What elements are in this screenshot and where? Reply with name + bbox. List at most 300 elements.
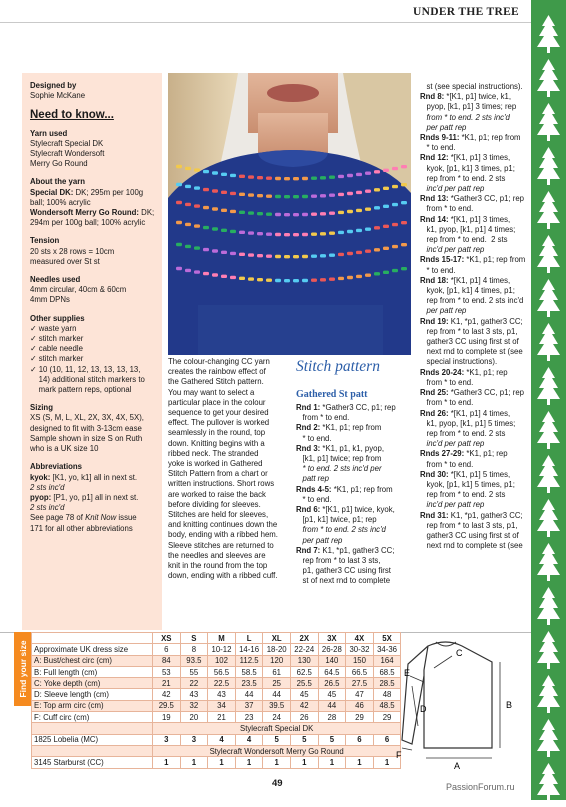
- yoke-stitch: [365, 274, 371, 277]
- table-cell: 26-28: [318, 644, 346, 655]
- intro-line: creates the rainbow effect of: [168, 367, 266, 377]
- sweater-illustration: [168, 73, 411, 355]
- text-line: from * to end. 2 sts inc'd: [296, 525, 386, 535]
- table-cell: 4: [208, 734, 236, 745]
- info-sidebar: [22, 73, 162, 630]
- yoke-stitch: [221, 251, 227, 254]
- table-cell: 84: [153, 655, 181, 666]
- tension-line: 20 sts x 28 rows = 10cm: [30, 246, 115, 256]
- yarn-heading-row: [32, 723, 401, 734]
- label-e: E: [404, 668, 411, 678]
- table-header-row: [32, 633, 401, 644]
- yoke-stitch: [401, 201, 407, 204]
- intro-line: yoke is worked in Gathered: [168, 459, 263, 469]
- supplies-line: ✓ waste yarn: [30, 323, 77, 333]
- text-line: Rnd 31: K1, *p1, gather3 CC;: [420, 510, 523, 520]
- yoke-stitch: [293, 195, 299, 198]
- yoke-stitch: [284, 213, 290, 216]
- yoke-stitch: [356, 229, 362, 232]
- yoke-stitch: [293, 255, 299, 258]
- text-line: k1, pyop, [k1, p1] 4 times;: [420, 224, 516, 234]
- yoke-stitch: [401, 165, 407, 168]
- yoke-stitch: [365, 172, 371, 175]
- text-line: from * to end.: [296, 413, 350, 423]
- table-cell: 68.5: [373, 666, 401, 677]
- yoke-stitch: [176, 243, 182, 246]
- find-your-size-tab: [14, 632, 31, 706]
- intro-text: [168, 357, 278, 581]
- yoke-stitch: [383, 187, 389, 190]
- table-cell: 26: [290, 712, 318, 723]
- intro-line: body, ending with a ribbed hem.: [168, 530, 278, 540]
- yoke-stitch: [302, 213, 308, 216]
- text-line: Rnd 8: *[K1, p1] twice, k1,: [420, 92, 512, 102]
- table-cell: 29.5: [153, 700, 181, 711]
- intro-line: seamlessly in the round, top: [168, 428, 266, 438]
- text-line: rep from * to end. 2 sts: [420, 490, 506, 500]
- stitch-pattern-title: Stitch pattern: [296, 358, 380, 375]
- text-line: rep from * to end. 2 sts: [420, 428, 506, 438]
- text-line: [p1, k1] twice, p1; rep: [296, 515, 377, 525]
- yoke-stitch: [239, 175, 245, 178]
- intro-line: Sleeve stitches are returned to: [168, 540, 274, 550]
- yoke-stitch: [374, 226, 380, 229]
- yoke-stitch: [356, 173, 362, 176]
- table-cell: 28.5: [373, 678, 401, 689]
- tree-icon: [536, 498, 561, 543]
- yoke-stitch: [275, 233, 281, 236]
- table-cell: 164: [373, 655, 401, 666]
- abbreviations-heading: Abbreviations: [30, 462, 82, 472]
- table-cell: 5: [263, 734, 291, 745]
- yoke-stitch: [293, 177, 299, 180]
- yoke-stitch: [248, 253, 254, 256]
- yoke-stitch: [293, 279, 299, 282]
- yoke-stitch: [338, 231, 344, 234]
- yarn-used-line: Stylecraft Special DK: [30, 138, 104, 148]
- table-cell: 21: [208, 712, 236, 723]
- yoke-stitch: [248, 211, 254, 214]
- table-cell: E: Top arm circ (cm): [32, 700, 153, 711]
- tree-icon: [536, 322, 561, 367]
- text-line: Rnd 13: *Gather3 CC, p1; rep: [420, 194, 525, 204]
- yoke-stitch: [266, 177, 272, 180]
- intro-line: written instructions. Short rows: [168, 479, 275, 489]
- yoke-stitch: [194, 168, 200, 171]
- yoke-stitch: [248, 193, 254, 196]
- supplies-line: mark pattern reps, optional: [30, 385, 132, 395]
- yoke-stitch: [383, 271, 389, 274]
- about-yarn-heading: About the yarn: [30, 177, 86, 187]
- yoke-stitch: [329, 194, 335, 197]
- yoke-stitch: [185, 245, 191, 248]
- supplies-line: ✓ stitch marker: [30, 334, 84, 344]
- yoke-stitch: [176, 165, 182, 168]
- yoke-stitch: [311, 177, 317, 180]
- table-cell: 6: [346, 734, 374, 745]
- text-line: gather3 CC using first st of: [420, 530, 519, 540]
- page-header-title: UNDER THE TREE: [413, 6, 520, 18]
- yoke-stitch: [401, 221, 407, 224]
- yoke-stitch: [338, 211, 344, 214]
- yarn-used-line: Stylecraft Wondersoft: [30, 149, 105, 159]
- text-line: per patt rep: [296, 535, 343, 545]
- yoke-stitch: [284, 255, 290, 258]
- table-row: [32, 700, 401, 711]
- table-cell: 5: [318, 734, 346, 745]
- intro-line: before dividing for sleeves.: [168, 499, 261, 509]
- sweater-schematic: [396, 636, 531, 774]
- yoke-stitch: [212, 207, 218, 210]
- table-cell: XS: [153, 633, 181, 644]
- table-cell: 42: [153, 689, 181, 700]
- label-a: A: [454, 761, 461, 771]
- tree-icon: [536, 630, 561, 675]
- text-line: rep from * to last 3 sts, p1,: [420, 326, 518, 336]
- table-cell: 1: [263, 757, 291, 768]
- table-cell: 3145 Starburst (CC): [32, 757, 153, 768]
- yoke-stitch: [356, 191, 362, 194]
- table-cell: 58.5: [235, 666, 263, 677]
- table-cell: 93.5: [180, 655, 208, 666]
- yoke-stitch: [302, 195, 308, 198]
- yoke-stitch: [374, 188, 380, 191]
- table-cell: S: [180, 633, 208, 644]
- text-line: * to end.: [296, 433, 332, 443]
- yoke-stitch: [266, 233, 272, 236]
- sizing-line: Sample shown in size S on Ruth: [30, 433, 143, 443]
- yoke-stitch: [257, 232, 263, 235]
- intro-line: and knitting continues down the: [168, 520, 278, 530]
- table-cell: D: Sleeve length (cm): [32, 689, 153, 700]
- tree-icon: [536, 762, 561, 807]
- yarn-heading-row: [32, 745, 401, 756]
- yoke-stitch: [257, 194, 263, 197]
- table-cell: 29: [373, 712, 401, 723]
- table-cell: 2X: [290, 633, 318, 644]
- yoke-stitch: [365, 190, 371, 193]
- table-cell: 43: [180, 689, 208, 700]
- yoke-stitch: [392, 269, 398, 272]
- sizing-line: who is a UK size 10: [30, 444, 99, 454]
- text-line: Rnd 30: *[K1, p1] 5 times,: [420, 469, 511, 479]
- yoke-stitch: [284, 177, 290, 180]
- text-line: st of next rnd to complete: [296, 576, 391, 586]
- table-cell: 5X: [373, 633, 401, 644]
- yoke-stitch: [212, 227, 218, 230]
- intro-line: knit in the round from the top: [168, 561, 268, 571]
- text-line: rep from * to end. 2 sts: [420, 173, 506, 183]
- table-cell: 23.5: [235, 678, 263, 689]
- yoke-stitch: [392, 245, 398, 248]
- tree-icon: [536, 190, 561, 235]
- designer-name: Sophie McKane: [30, 91, 86, 101]
- text-line: from * to end.: [420, 398, 474, 408]
- yoke-stitch: [275, 213, 281, 216]
- yoke-stitch: [347, 230, 353, 233]
- yoke-stitch: [239, 211, 245, 214]
- yoke-stitch: [329, 176, 335, 179]
- table-cell: Stylecraft Wondersoft Merry Go Round: [153, 745, 401, 756]
- intro-line: The colour-changing CC yarn: [168, 357, 270, 366]
- yarn-used-heading: Yarn used: [30, 128, 68, 138]
- yoke-stitch: [356, 275, 362, 278]
- needles-heading: Needles used: [30, 275, 81, 285]
- text-line: Rnd 19: K1, *p1, gather3 CC;: [420, 316, 523, 326]
- dimension-f: [402, 748, 412, 750]
- yoke-stitch: [221, 209, 227, 212]
- table-cell: 130: [290, 655, 318, 666]
- table-cell: 44: [235, 689, 263, 700]
- label-b: B: [506, 700, 513, 710]
- text-line: Rnd 3: *K1, p1, k1, pyop,: [296, 443, 384, 453]
- yoke-stitch: [329, 278, 335, 281]
- table-cell: B: Full length (cm): [32, 666, 153, 677]
- yoke-stitch: [311, 279, 317, 282]
- text-line: from * to end.: [420, 204, 474, 214]
- text-line: Rnd 6: *[K1, p1] twice, kyok,: [296, 505, 395, 515]
- table-cell: 1: [346, 757, 374, 768]
- table-cell: 10-12: [208, 644, 236, 655]
- table-cell: 3: [153, 734, 181, 745]
- table-cell: 4X: [346, 633, 374, 644]
- table-cell: 150: [346, 655, 374, 666]
- yoke-stitch: [230, 192, 236, 195]
- tree-icon: [536, 454, 561, 499]
- yoke-stitch: [221, 229, 227, 232]
- abbreviation-note: See page 78 of Knit Now issue: [30, 513, 137, 523]
- text-line: Rnd 7: K1, *p1, gather3 CC;: [296, 545, 395, 555]
- yoke-stitch: [284, 195, 290, 198]
- intro-line: Stitches are held for sleeves,: [168, 510, 269, 520]
- yoke-stitch: [257, 278, 263, 281]
- yoke-stitch: [374, 170, 380, 173]
- right-column-text: [420, 82, 525, 551]
- text-line: kyok, [p1, k1] 3 times, p1;: [420, 163, 515, 173]
- table-row: [32, 644, 401, 655]
- text-line: Rnds 9-11: *K1, p1; rep from: [420, 133, 521, 143]
- table-cell: 120: [263, 655, 291, 666]
- intro-line: You may want to select a: [168, 387, 255, 397]
- text-line: per patt rep: [420, 306, 467, 316]
- yoke-stitch: [266, 255, 272, 258]
- text-line: from * to end. 2 sts inc'd: [420, 112, 510, 122]
- text-line: Rnds 4-5: *K1, p1; rep from: [296, 484, 393, 494]
- intro-line: particular place in the colour: [168, 397, 266, 407]
- tree-icon: [536, 366, 561, 411]
- table-cell: 20: [180, 712, 208, 723]
- table-cell: 102: [208, 655, 236, 666]
- text-line: Rnd 14: *[K1, p1] 3 times,: [420, 214, 511, 224]
- find-your-size-label: Find your size: [17, 640, 28, 698]
- yoke-stitch: [194, 246, 200, 249]
- table-cell: 140: [318, 655, 346, 666]
- yoke-stitch: [401, 243, 407, 246]
- yoke-stitch: [338, 277, 344, 280]
- table-cell: C: Yoke depth (cm): [32, 678, 153, 689]
- text-line: special instructions).: [420, 357, 498, 367]
- table-cell: 25: [263, 678, 291, 689]
- intro-line: down, ending with a ribbed cuff.: [168, 571, 278, 581]
- table-cell: 3: [180, 734, 208, 745]
- intro-line: sequence to get your desired: [168, 408, 269, 418]
- table-cell: 29: [346, 712, 374, 723]
- table-cell: 34: [208, 700, 236, 711]
- yoke-stitch: [212, 189, 218, 192]
- table-cell: 46: [346, 700, 374, 711]
- table-cell: 56.5: [208, 666, 236, 677]
- table-cell: 27.5: [346, 678, 374, 689]
- needles-line: 4mm DPNs: [30, 295, 70, 305]
- yoke-stitch: [185, 269, 191, 272]
- yoke-stitch: [203, 206, 209, 209]
- tree-icon: [536, 278, 561, 323]
- yoke-stitch: [266, 279, 272, 282]
- yoke-stitch: [248, 175, 254, 178]
- intro-line: ribbed neck. The stranded: [168, 448, 259, 458]
- yoke-stitch: [239, 277, 245, 280]
- supplies-line: 14) additional stitch markers to: [30, 374, 145, 384]
- tree-icon: [536, 718, 561, 763]
- yoke-stitch: [275, 177, 281, 180]
- table-cell: 55: [180, 666, 208, 677]
- yoke-stitch: [320, 232, 326, 235]
- text-line: rep from * to last 3 sts, p1,: [420, 520, 518, 530]
- tension-heading: Tension: [30, 236, 60, 246]
- yoke-stitch: [194, 270, 200, 273]
- table-cell: 22: [180, 678, 208, 689]
- text-line: [k1, p1] twice; rep from: [296, 454, 382, 464]
- table-cell: 1: [290, 757, 318, 768]
- sweater-photo: [168, 73, 411, 355]
- table-cell: 61: [263, 666, 291, 677]
- yoke-stitch: [311, 255, 317, 258]
- text-line: Rnd 18: *[K1, p1] 4 times,: [420, 275, 511, 285]
- table-cell: 30-32: [346, 644, 374, 655]
- text-line: from * to end.: [420, 377, 474, 387]
- yoke-stitch: [347, 210, 353, 213]
- yoke-stitch: [320, 176, 326, 179]
- yoke-stitch: [293, 213, 299, 216]
- tree-icon: [536, 14, 561, 59]
- yoke-stitch: [275, 255, 281, 258]
- yoke-stitch: [374, 272, 380, 275]
- table-row: [32, 655, 401, 666]
- table-cell: 21: [153, 678, 181, 689]
- text-line: patt rep: [296, 474, 329, 484]
- text-line: next rnd to complete st (see: [420, 541, 523, 551]
- table-cell: 19: [153, 712, 181, 723]
- table-cell: 39.5: [263, 700, 291, 711]
- table-cell: 26.5: [318, 678, 346, 689]
- table-cell: 53: [153, 666, 181, 677]
- yoke-stitch: [185, 167, 191, 170]
- tension-line: measured over St st: [30, 256, 100, 266]
- table-cell: 22.5: [208, 678, 236, 689]
- yoke-stitch: [356, 209, 362, 212]
- yoke-stitch: [266, 213, 272, 216]
- yoke-stitch: [284, 233, 290, 236]
- yoke-stitch: [329, 232, 335, 235]
- table-cell: 1: [153, 757, 181, 768]
- table-cell: 1: [235, 757, 263, 768]
- table-cell: 3X: [318, 633, 346, 644]
- yoke-stitch: [194, 204, 200, 207]
- yoke-stitch: [203, 248, 209, 251]
- yoke-stitch: [347, 192, 353, 195]
- table-cell: A: Bust/chest circ (cm): [32, 655, 153, 666]
- intro-line: the needles and sleeves are: [168, 550, 266, 560]
- table-cell: 14-16: [235, 644, 263, 655]
- yoke-stitch: [257, 254, 263, 257]
- table-cell: 42: [290, 700, 318, 711]
- yoke-stitch: [239, 231, 245, 234]
- yoke-stitch: [194, 224, 200, 227]
- yoke-stitch: [338, 175, 344, 178]
- table-cell: 1825 Lobelia (MC): [32, 734, 153, 745]
- about-yarn-line: Wondersoft Merry Go Round: DK;: [30, 208, 155, 218]
- table-cell: 47: [346, 689, 374, 700]
- yoke-stitch: [347, 276, 353, 279]
- yoke-stitch: [302, 279, 308, 282]
- text-line: from * to end.: [420, 459, 474, 469]
- table-cell: XL: [263, 633, 291, 644]
- table-cell: 6: [153, 644, 181, 655]
- text-line: pyop, [k1, p1] 3 times; rep: [420, 102, 517, 112]
- yoke-stitch: [221, 191, 227, 194]
- text-line: Rnd 26: *[K1, p1] 4 times,: [420, 408, 511, 418]
- table-row: [32, 689, 401, 700]
- yoke-stitch: [248, 277, 254, 280]
- abbreviation-line: kyok: [K1, yo, k1] all in next st.: [30, 472, 138, 482]
- table-cell: 18-20: [263, 644, 291, 655]
- table-cell: 66.5: [346, 666, 374, 677]
- yoke-stitch: [230, 174, 236, 177]
- page-number: 49: [272, 778, 283, 789]
- text-line: inc'd per patt rep: [420, 500, 485, 510]
- table-cell: 45: [318, 689, 346, 700]
- text-line: Rnd 12: *[K1, p1] 3 times,: [420, 153, 511, 163]
- text-line: Rnds 20-24: *K1, p1; rep: [420, 367, 508, 377]
- yoke-stitch: [284, 279, 290, 282]
- yoke-stitch: [221, 173, 227, 176]
- yoke-stitch: [203, 188, 209, 191]
- christmas-tree-strip: [531, 0, 566, 800]
- yoke-stitch: [221, 275, 227, 278]
- yoke-stitch: [347, 252, 353, 255]
- text-line: Rnd 2: *K1, p1; rep from: [296, 423, 382, 433]
- yoke-stitch: [230, 230, 236, 233]
- yarn-quantity-row: [32, 734, 401, 745]
- yoke-stitch: [338, 193, 344, 196]
- yoke-stitch: [329, 254, 335, 257]
- text-line: inc'd per patt rep: [420, 245, 485, 255]
- text-line: gather3 CC using first st of: [420, 337, 519, 347]
- text-line: kyok, [p1, k1] 4 times, p1;: [420, 286, 515, 296]
- table-cell: 112.5: [235, 655, 263, 666]
- sweater-rib-band: [198, 305, 383, 355]
- about-yarn-line: ball; 100% acrylic: [30, 197, 91, 207]
- yoke-stitch: [392, 185, 398, 188]
- yoke-stitch: [239, 193, 245, 196]
- table-cell: [32, 745, 153, 756]
- table-cell: 45: [290, 689, 318, 700]
- text-line: rep from * to end. 2 sts inc'd: [420, 296, 524, 306]
- yoke-stitch: [248, 231, 254, 234]
- table-cell: Stylecraft Special DK: [153, 723, 401, 734]
- yoke-stitch: [212, 249, 218, 252]
- text-line: rep from * to last 3 sts,: [296, 556, 381, 566]
